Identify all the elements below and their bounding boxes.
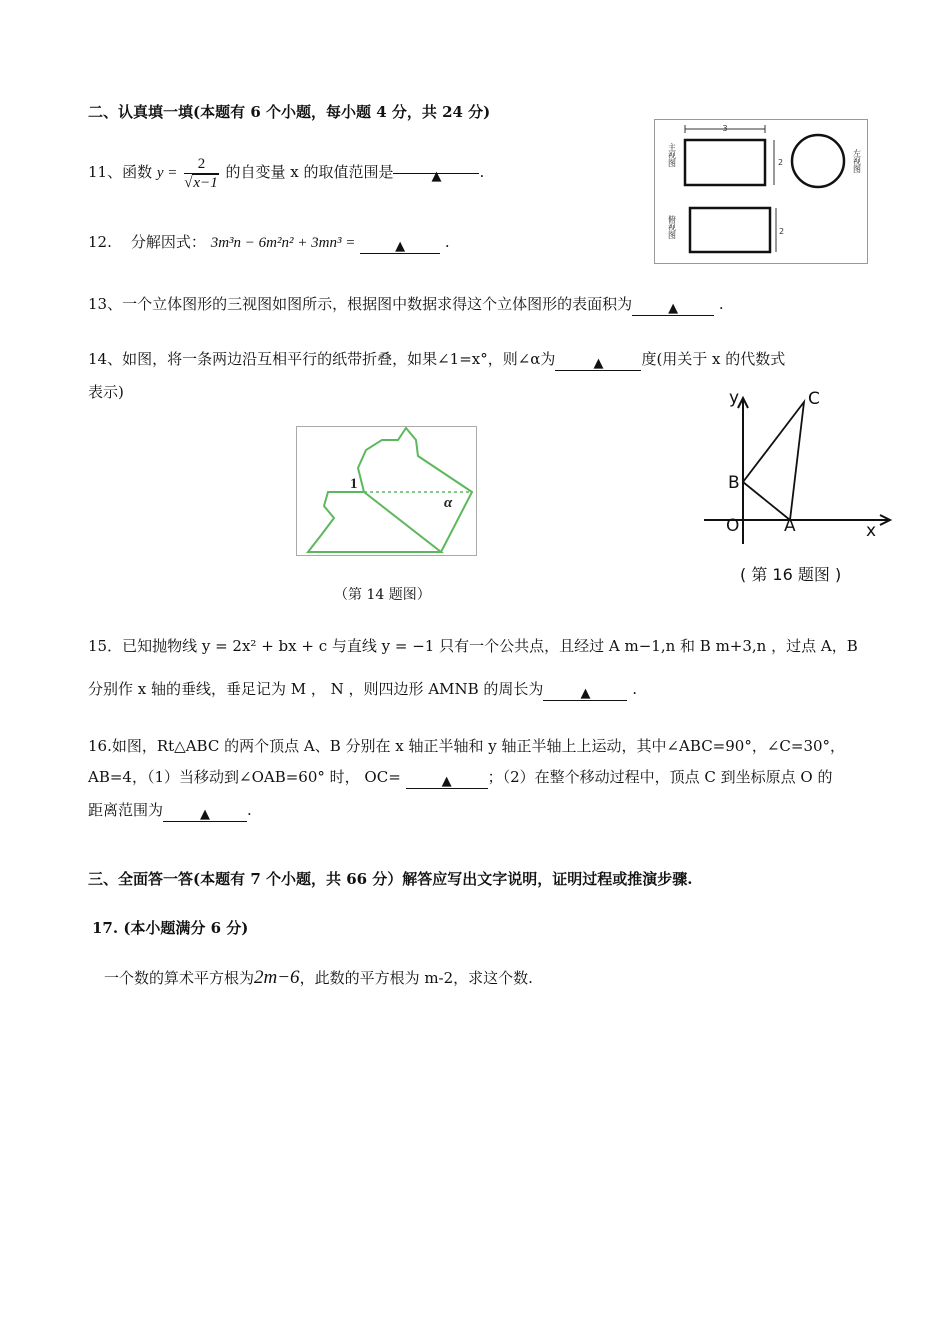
question-11: [88, 152, 484, 193]
q16-end: .: [247, 801, 252, 819]
q11-radicand: x−1: [193, 174, 218, 191]
question-14-line2: 表示): [88, 383, 124, 401]
dim-height-bottom-label: 2: [779, 227, 785, 236]
section-2-heading: 二、认真填一填(本题有 6 个小题，每小题 4 分，共 24 分): [88, 103, 491, 121]
q13-text: 13、一个立体图形的三视图如图所示，根据图中数据求得这个立体图形的表面积为: [88, 295, 633, 313]
section-3-heading: 三、全面答一答(本题有 7 个小题，共 66 分）解答应写出文字说明，证明过程或推演步骤.: [88, 870, 693, 888]
q14-angle-alpha-label: α: [444, 495, 453, 511]
front-view-label: 主视图: [667, 143, 677, 167]
q17-suffix: ，此数的平方根为 m-2，求这个数.: [299, 969, 533, 987]
answer-marker-icon: ▲: [200, 807, 211, 822]
q11-numerator: 2: [184, 155, 219, 174]
q16-oc-answer-blank[interactable]: [406, 770, 488, 789]
dim-width-label: 3: [722, 124, 728, 133]
question-16-line1: 16.如图，Rt△ABC 的两个顶点 A、B 分别在 x 轴正半轴和 y 轴正半轴上上运动，其中∠ABC=90°，∠C=30°，: [88, 737, 846, 755]
origin-o-label: O: [726, 516, 740, 536]
q11-suffix: 的自变量 x 的取值范围是: [225, 163, 394, 181]
q11-prefix: 11、函数: [88, 163, 153, 181]
q14-figure-caption: （第 14 题图）: [334, 587, 431, 603]
q14-answer-blank[interactable]: [555, 352, 641, 371]
question-17-title: 17. (本小题满分 6 分): [92, 919, 249, 937]
q14-text-after: 度(用关于 x 的代数式: [641, 350, 786, 368]
q15-end: .: [632, 680, 637, 698]
q16-text-range: 距离范围为: [88, 801, 164, 819]
q14-folded-strip-figure: [296, 426, 477, 556]
q16-figure-caption: ( 第 16 题图 ): [740, 565, 842, 584]
q15-answer-blank[interactable]: [543, 682, 627, 701]
question-15-line1: 15．已知抛物线 y = 2x² + bx + c 与直线 y = −1 只有一个公共点，且经过 A m−1,n 和 B m+3,n ，过点 A，B: [88, 637, 858, 655]
q14-angle-1-label: 1: [350, 476, 358, 492]
question-13: [88, 294, 724, 316]
q11-end: .: [479, 163, 485, 181]
dim-height-top-label: 2: [778, 158, 784, 167]
q17-prefix: 一个数的算术平方根为: [104, 969, 255, 987]
question-16-line2: [88, 767, 832, 789]
q16-coordinate-figure: [700, 386, 900, 546]
question-15-line2: [88, 679, 637, 701]
point-c-label: C: [808, 389, 820, 409]
answer-marker-icon: ▲: [580, 686, 591, 701]
answer-marker-icon: ▲: [431, 169, 442, 184]
q13-end: .: [718, 295, 724, 313]
q12-expression: 3m³n − 6m²n² + 3mn³ =: [210, 235, 356, 251]
answer-marker-icon: ▲: [593, 356, 604, 371]
q14-text: 14、如图，将一条两边沿互相平行的纸带折叠，如果∠1=x°，则∠α为: [88, 350, 556, 368]
q16-text-mid: ；（2）在整个移动过程中，顶点 C 到坐标原点 O 的: [487, 768, 833, 786]
question-16-line3: [88, 800, 252, 822]
question-14-line1: [88, 349, 785, 371]
three-views-figure: [654, 119, 868, 264]
q16-range-answer-blank[interactable]: [163, 803, 247, 822]
q11-answer-blank[interactable]: [393, 155, 479, 184]
q16-text: AB=4，（1）当移动到∠OAB=60° 时， OC=: [88, 768, 401, 786]
q13-answer-blank[interactable]: [632, 297, 714, 316]
x-axis-label: x: [866, 521, 877, 541]
point-b-label: B: [728, 473, 740, 493]
q12-answer-blank[interactable]: [360, 235, 440, 254]
answer-marker-icon: ▲: [441, 774, 452, 789]
q15-text: 分别作 x 轴的垂线，垂足记为 M ， N ，则四边形 AMNB 的周长为: [88, 680, 544, 698]
question-12: [88, 232, 450, 254]
q11-fraction: $\frac{2}{√x-1}$: [184, 155, 218, 191]
point-a-label: A: [784, 516, 796, 536]
top-view-label: 俯视图: [667, 215, 677, 239]
answer-marker-icon: ▲: [395, 239, 406, 254]
q17-expression: 2m−6: [254, 967, 300, 988]
left-view-label: 左视图: [852, 149, 862, 173]
y-axis-label: y: [729, 388, 740, 408]
triangle-abc: [743, 402, 804, 520]
q12-prefix: 12. 分解因式：: [88, 233, 206, 251]
q12-end: .: [444, 233, 450, 251]
question-17-body: [104, 968, 533, 988]
q11-function-lhs: y =: [156, 165, 178, 181]
answer-marker-icon: ▲: [668, 301, 679, 316]
